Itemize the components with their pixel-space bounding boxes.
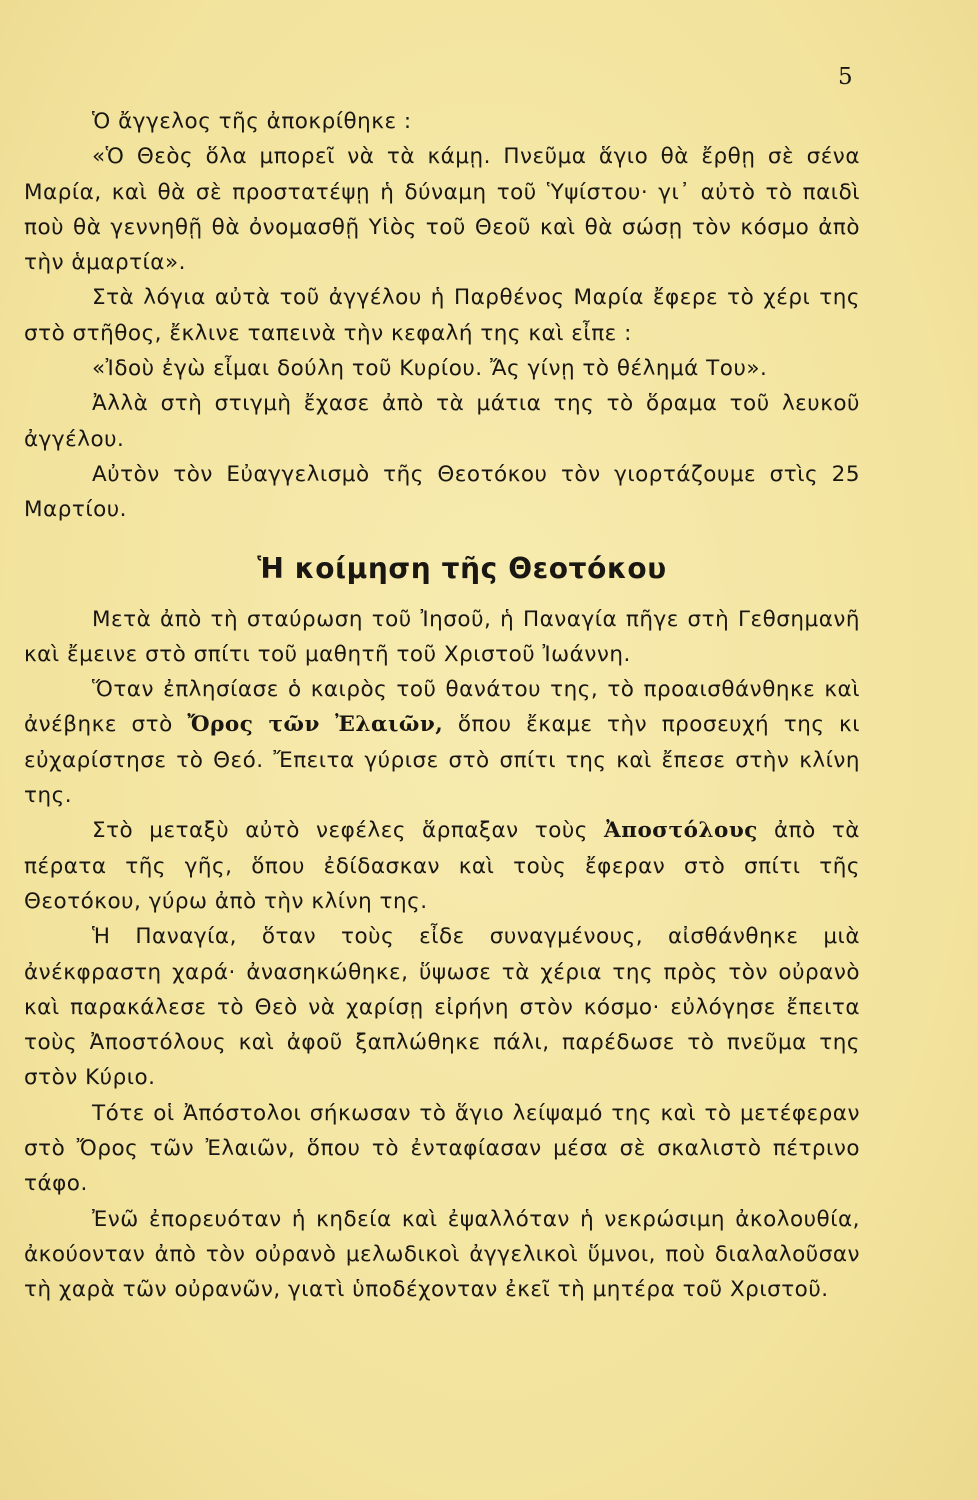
- paragraph: Μετὰ ἀπὸ τὴ σταύρωση τοῦ Ἰησοῦ, ἡ Παναγία πῆγε στὴ Γεθσημανῆ καὶ ἔμεινε στὸ σπίτι τοῦ μαθητῆ τοῦ Χριστοῦ Ἰωάννη.: [24, 606, 860, 667]
- paragraph: «Ὁ Θεὸς ὅλα μπορεῖ νὰ τὰ κάμῃ. Πνεῦμα ἅγιο θὰ ἔρθῃ σὲ σένα Μαρία, καὶ θὰ σὲ προστατέψῃ ἡ δύναμη τοῦ Ὑψίστου· γι᾿ αὐτὸ τὸ παιδὶ ποὺ θὰ γεννηθῇ θὰ ὀνομασθῇ Υἱὸς τοῦ Θεοῦ καὶ θὰ σώσῃ τὸν κόσμο ἀπὸ τὴν ἁμαρτία».: [24, 144, 860, 276]
- paragraph: Στὰ λόγια αὐτὰ τοῦ ἀγγέλου ἡ Παρθένος Μαρία ἔφερε τὸ χέρι της στὸ στῆθος, ἔκλινε ταπεινὰ τὴν κεφαλή της καὶ εἶπε :: [24, 285, 860, 346]
- emphasized-word: Ἀποστόλους: [604, 818, 758, 844]
- paragraph-text: Στὸ μεταξὺ αὐτὸ νεφέλες ἅρπαξαν τοὺς: [92, 818, 588, 844]
- paragraph-text: ἀπὸ τὰ πέρατα τῆς γῆς, ὅπου ἐδίδασκαν καὶ τοὺς ἔφεραν στὸ σπίτι τῆς Θεοτόκου, γύρω ἀπὸ τὴν κλίνη της.: [24, 818, 860, 914]
- paragraph: Ἡ Παναγία, ὅταν τοὺς εἶδε συναγμένους, αἰσθάνθηκε μιὰ ἀνέκφραστη χαρά· ἀνασηκώθηκε, ὕψωσε τὰ χέρια της πρὸς τὸν οὐρανὸ καὶ παρακάλεσε τὸ Θεὸ νὰ χαρίσῃ εἰρήνη στὸν κόσμο· εὐλόγησε ἔπειτα τοὺς Ἀποστόλους καὶ ἀφοῦ ξαπλώθηκε πάλι, παρέδωσε τὸ πνεῦμα της στὸν Κύριο.: [24, 924, 860, 1091]
- paragraph: Ἀλλὰ στὴ στιγμὴ ἔχασε ἀπὸ τὰ μάτια της τὸ ὅραμα τοῦ λευκοῦ ἀγγέλου.: [24, 391, 860, 452]
- section-heading: Ἡ κοίμηση τῆς Θεοτόκου: [257, 551, 667, 585]
- paragraph: [24, 813, 860, 919]
- paragraph-text: Ὅταν ἐπλησίασε ὁ καιρὸς τοῦ θανάτου της, τὸ προαισθάνθηκε καὶ ἀνέβηκε στὸ: [24, 677, 860, 738]
- page-number: 5: [838, 64, 853, 90]
- paragraph: [24, 672, 860, 813]
- paragraph: Ἐνῶ ἐπορευόταν ἡ κηδεία καὶ ἐψαλλόταν ἡ νεκρώσιμη ἀκολουθία, ἀκούονταν ἀπὸ τὸν οὐρανὸ μελωδικοὶ ἀγγελικοὶ ὕμνοι, ποὺ διαλαλοῦσαν τὴ χαρὰ τῶν οὐρανῶν, γιατὶ ὑποδέχονταν ἐκεῖ τὴ μητέρα τοῦ Χριστοῦ.: [24, 1206, 860, 1303]
- body-text: [24, 104, 860, 1308]
- emphasized-place-name: Ὄρος τῶν Ἐλαιῶν,: [187, 712, 444, 738]
- paragraph: Ὁ ἄγγελος τῆς ἀποκρίθηκε :: [92, 109, 412, 134]
- paragraph: «Ἰδοὺ ἐγὼ εἶμαι δούλη τοῦ Κυρίου. Ἄς γίνῃ τὸ θέλημά Του».: [92, 356, 768, 382]
- paragraph: Τότε οἱ Ἀπόστολοι σήκωσαν τὸ ἅγιο λείψαμό της καὶ τὸ μετέφεραν στὸ Ὄρος τῶν Ἐλαιῶν, ὅπου τὸ ἐνταφίασαν μέσα σὲ σκαλιστὸ πέτρινο τάφο.: [24, 1100, 860, 1197]
- paragraph: Αὐτὸν τὸν Εὐαγγελισμὸ τῆς Θεοτόκου τὸν γιορτάζουμε στὶς 25 Μαρτίου.: [24, 461, 860, 523]
- paragraph-text: ὅπου ἔκαμε τὴν προσευχή της κι εὐχαρίστησε τὸ Θεό. Ἔπειτα γύρισε στὸ σπίτι της καὶ ἔπεσε στὴν κλίνη της.: [24, 712, 860, 809]
